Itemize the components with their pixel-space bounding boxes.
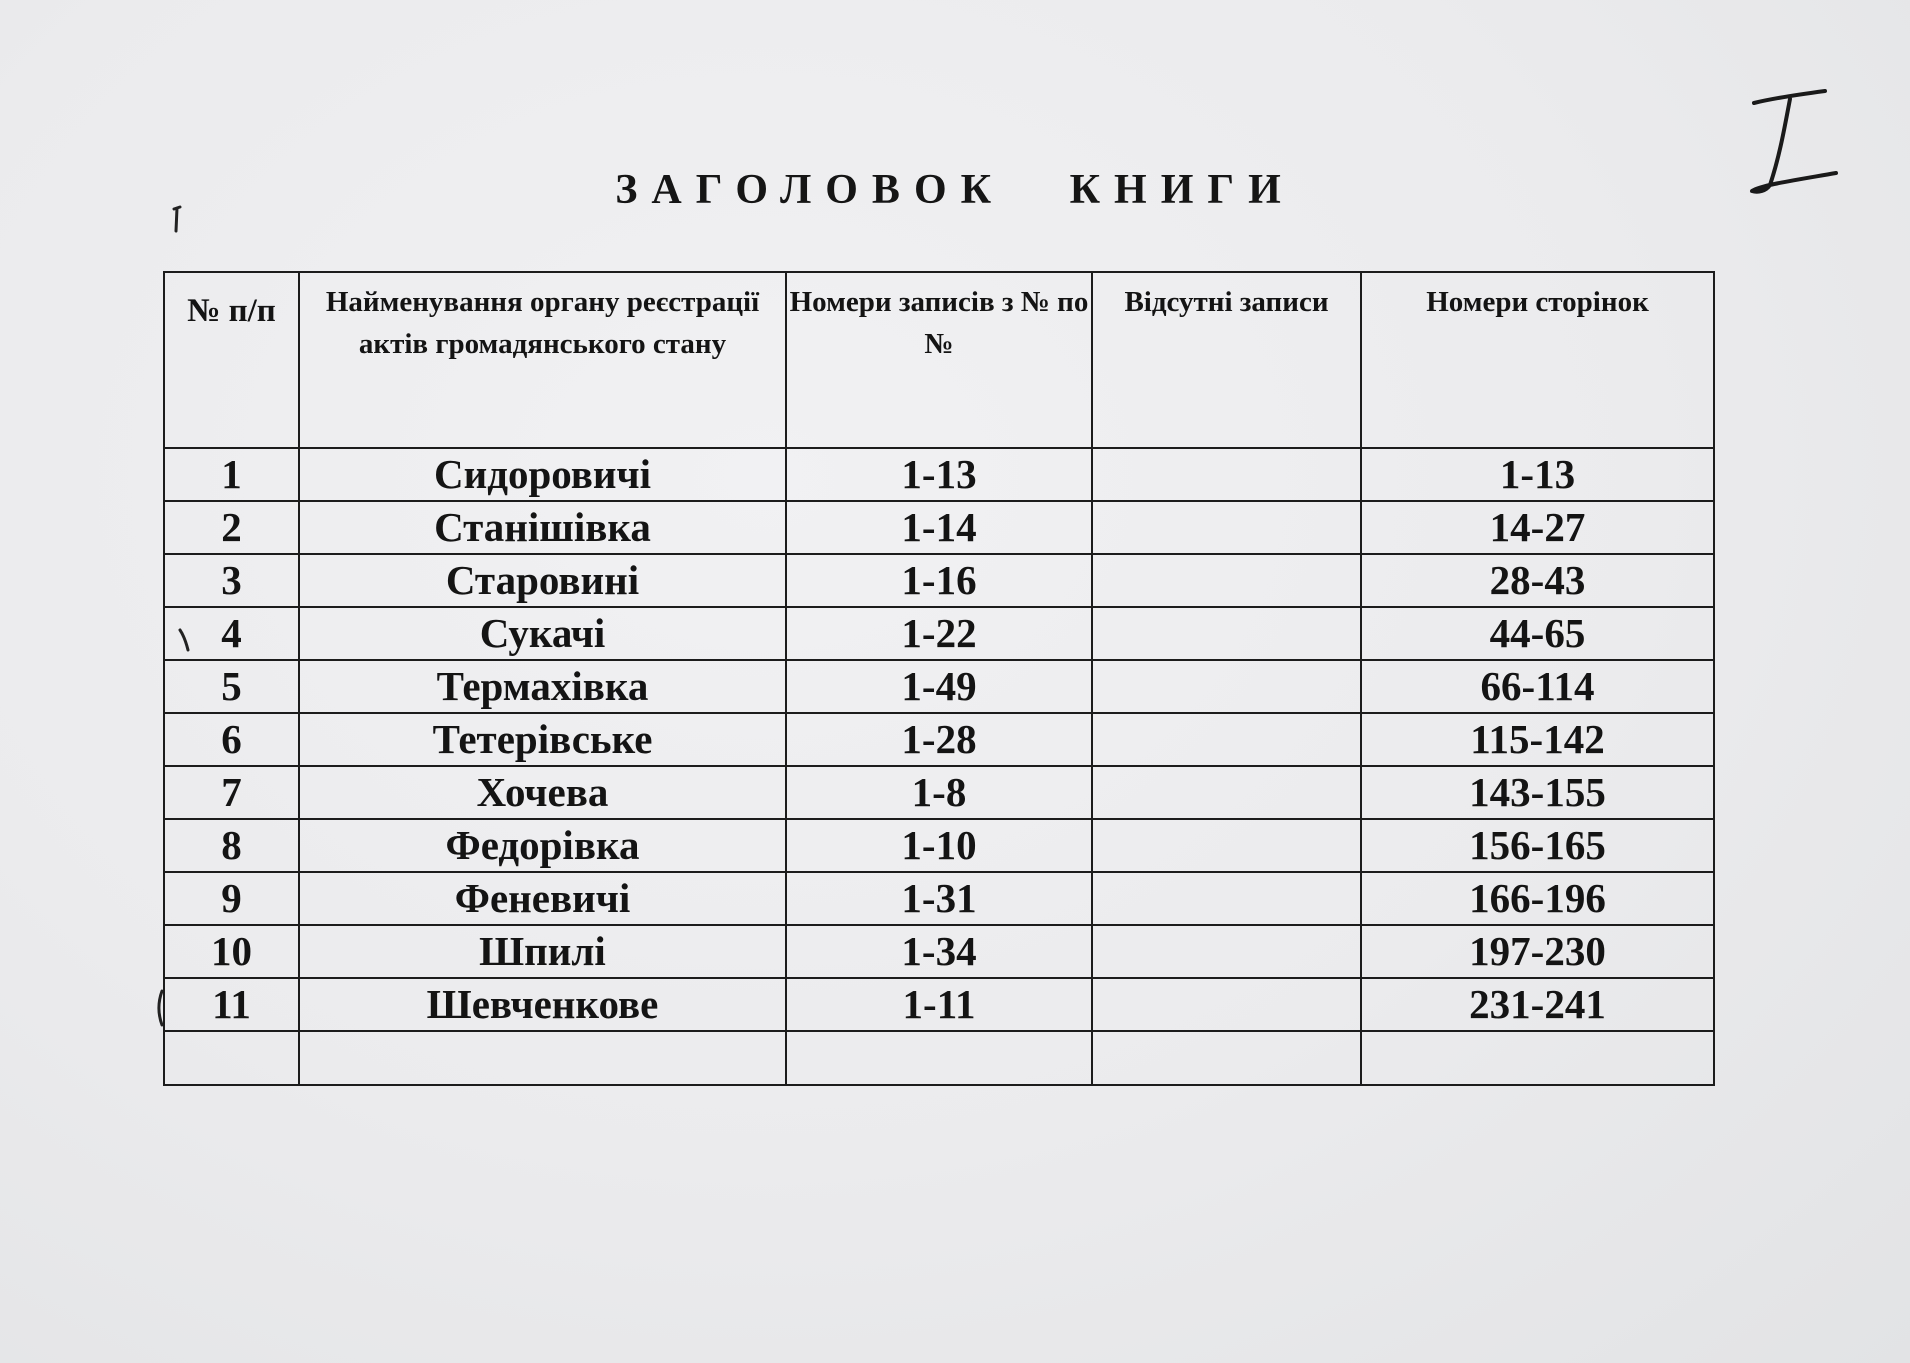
row-pages <box>1361 1031 1714 1085</box>
row-number: 1 <box>164 448 299 501</box>
header-records: Номери записів з № по № <box>786 272 1092 448</box>
row-records: 1-22 <box>786 607 1092 660</box>
row-records: 1-11 <box>786 978 1092 1031</box>
row-missing <box>1092 713 1361 766</box>
row-number: 2 <box>164 501 299 554</box>
header-missing: Відсутні записи <box>1092 272 1361 448</box>
table-row <box>164 978 1714 1031</box>
row-missing <box>1092 978 1361 1031</box>
row-number <box>164 1031 299 1085</box>
table-row <box>164 660 1714 713</box>
row-pages: 115-142 <box>1361 713 1714 766</box>
register-table <box>163 271 1715 1086</box>
row-missing <box>1092 872 1361 925</box>
header-pages: Номери сторінок <box>1361 272 1714 448</box>
row-number: 8 <box>164 819 299 872</box>
table-row <box>164 713 1714 766</box>
header-number: № п/п <box>164 272 299 448</box>
row-number: 10 <box>164 925 299 978</box>
table-row <box>164 819 1714 872</box>
row-pages: 66-114 <box>1361 660 1714 713</box>
page-title: ЗАГОЛОВОК КНИГИ <box>615 167 1295 213</box>
row-missing <box>1092 448 1361 501</box>
row-records: 1-10 <box>786 819 1092 872</box>
row-records: 1-49 <box>786 660 1092 713</box>
row-records: 1-8 <box>786 766 1092 819</box>
row-records: 1-28 <box>786 713 1092 766</box>
row-missing <box>1092 501 1361 554</box>
row-records: 1-31 <box>786 872 1092 925</box>
row-number: 6 <box>164 713 299 766</box>
row-pages: 14-27 <box>1361 501 1714 554</box>
row-number: 3 <box>164 554 299 607</box>
handwritten-roman-numeral-mark <box>1740 85 1840 205</box>
header-name: Найменування органу реєстрації актів громадянського стану <box>299 272 786 448</box>
row-name: Сукачі <box>299 607 786 660</box>
row-name: Шпилі <box>299 925 786 978</box>
row-name: Тетерівське <box>299 713 786 766</box>
row-pages: 44-65 <box>1361 607 1714 660</box>
table-row <box>164 448 1714 501</box>
row-name: Станішівка <box>299 501 786 554</box>
row-pages: 143-155 <box>1361 766 1714 819</box>
row-name <box>299 1031 786 1085</box>
row-missing <box>1092 1031 1361 1085</box>
row-pages: 156-165 <box>1361 819 1714 872</box>
row-pages: 1-13 <box>1361 448 1714 501</box>
row-records <box>786 1031 1092 1085</box>
table-row <box>164 872 1714 925</box>
row-name: Старовині <box>299 554 786 607</box>
row-name: Хочева <box>299 766 786 819</box>
row-name: Шевченкове <box>299 978 786 1031</box>
table-row <box>164 607 1714 660</box>
row-records: 1-16 <box>786 554 1092 607</box>
row-number: 7 <box>164 766 299 819</box>
row-name: Сидоровичі <box>299 448 786 501</box>
row-records: 1-13 <box>786 448 1092 501</box>
row-missing <box>1092 554 1361 607</box>
row-missing <box>1092 607 1361 660</box>
table-row-empty <box>164 1031 1714 1085</box>
row-missing <box>1092 766 1361 819</box>
table-row <box>164 925 1714 978</box>
row-missing <box>1092 925 1361 978</box>
stray-pen-mark <box>170 205 184 235</box>
row-number: 11 <box>164 978 299 1031</box>
row-name: Термахівка <box>299 660 786 713</box>
row-pages: 166-196 <box>1361 872 1714 925</box>
row-name: Федорівка <box>299 819 786 872</box>
row-number: 4 <box>164 607 299 660</box>
row-records: 1-34 <box>786 925 1092 978</box>
table-header-row <box>164 272 1714 448</box>
table-row <box>164 501 1714 554</box>
row-pages: 197-230 <box>1361 925 1714 978</box>
table-row <box>164 554 1714 607</box>
row-number: 9 <box>164 872 299 925</box>
row-missing <box>1092 660 1361 713</box>
row-records: 1-14 <box>786 501 1092 554</box>
row-pages: 28-43 <box>1361 554 1714 607</box>
row-pages: 231-241 <box>1361 978 1714 1031</box>
table-row <box>164 766 1714 819</box>
row-name: Феневичі <box>299 872 786 925</box>
row-missing <box>1092 819 1361 872</box>
row-number: 5 <box>164 660 299 713</box>
